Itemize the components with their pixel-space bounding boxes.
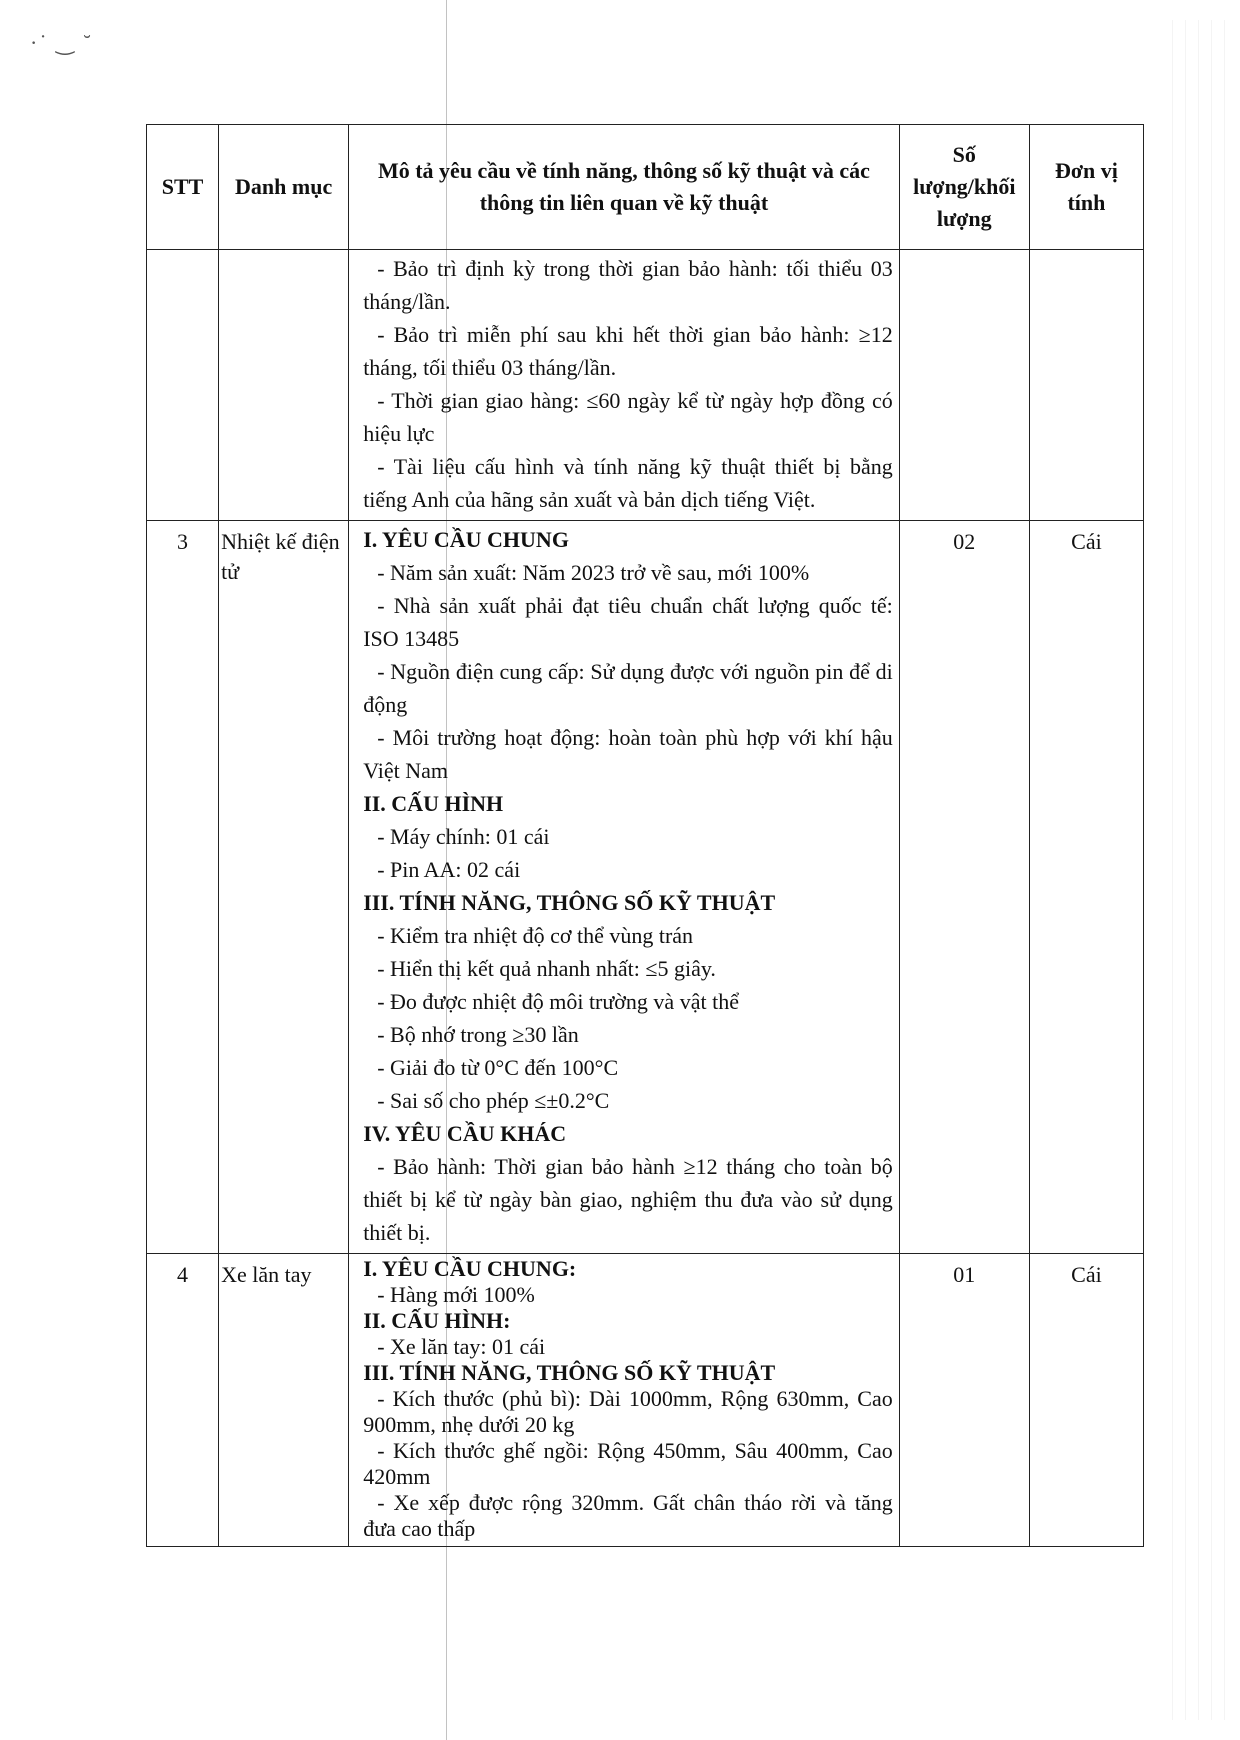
scan-edge-noise bbox=[1160, 20, 1230, 1720]
desc-line: - Bảo trì miễn phí sau khi hết thời gian bảo hành: ≥12 tháng, tối thiểu 03 tháng/lần. bbox=[363, 322, 893, 380]
section-heading: II. CẤU HÌNH: bbox=[363, 1308, 511, 1333]
scan-smudge: ·˙ ‿ ˘ bbox=[30, 30, 93, 55]
header-category: Danh mục bbox=[219, 125, 349, 250]
section-heading: I. YÊU CẦU CHUNG bbox=[363, 527, 569, 552]
desc-line: - Nhà sản xuất phải đạt tiêu chuẩn chất lượng quốc tế: ISO 13485 bbox=[363, 593, 893, 651]
desc-line: - Môi trường hoạt động: hoàn toàn phù hợp với khí hậu Việt Nam bbox=[363, 725, 893, 783]
header-stt: STT bbox=[147, 125, 219, 250]
section-heading: II. CẤU HÌNH bbox=[363, 791, 504, 816]
cell-quantity: 02 bbox=[899, 521, 1029, 1254]
cell-category: Xe lăn tay bbox=[219, 1254, 349, 1547]
desc-line: - Tài liệu cấu hình và tính năng kỹ thuật thiết bị bằng tiếng Anh của hãng sản xuất và bản dịch tiếng Việt. bbox=[363, 454, 893, 512]
desc-line: - Thời gian giao hàng: ≤60 ngày kể từ ngày hợp đồng có hiệu lực bbox=[363, 388, 893, 446]
cell-category bbox=[219, 250, 349, 521]
cell-stt: 4 bbox=[147, 1254, 219, 1547]
cell-unit: Cái bbox=[1029, 1254, 1143, 1547]
section-heading: III. TÍNH NĂNG, THÔNG SỐ KỸ THUẬT bbox=[363, 1360, 776, 1385]
desc-line: - Sai số cho phép ≤±0.2°C bbox=[377, 1088, 610, 1113]
section-heading: IV. YÊU CẦU KHÁC bbox=[363, 1121, 567, 1146]
cell-quantity bbox=[899, 250, 1029, 521]
desc-line: - Nguồn điện cung cấp: Sử dụng được với nguồn pin để di động bbox=[363, 659, 893, 717]
desc-line: - Pin AA: 02 cái bbox=[377, 857, 521, 882]
table-row-item-3 bbox=[147, 521, 1144, 1254]
desc-line: - Xe xếp được rộng 320mm. Gất chân tháo rời và tăng đưa cao thấp bbox=[363, 1490, 893, 1541]
cell-description bbox=[349, 1254, 900, 1547]
desc-line: - Kích thước ghế ngồi: Rộng 450mm, Sâu 400mm, Cao 420mm bbox=[363, 1438, 893, 1489]
desc-line: - Xe lăn tay: 01 cái bbox=[377, 1334, 546, 1359]
desc-line: - Bảo hành: Thời gian bảo hành ≥12 tháng cho toàn bộ thiết bị kể từ ngày bàn giao, nghiệm thu đưa vào sử dụng thiết bị. bbox=[363, 1154, 893, 1245]
cell-unit bbox=[1029, 250, 1143, 521]
desc-line: - Kích thước (phủ bì): Dài 1000mm, Rộng 630mm, Cao 900mm, nhẹ dưới 20 kg bbox=[363, 1386, 893, 1437]
desc-line: - Bộ nhớ trong ≥30 lần bbox=[377, 1022, 579, 1047]
desc-line: - Kiểm tra nhiệt độ cơ thể vùng trán bbox=[377, 923, 694, 948]
table-row-item-4 bbox=[147, 1254, 1144, 1547]
desc-line: - Đo được nhiệt độ môi trường và vật thể bbox=[377, 989, 739, 1014]
desc-line: - Hiển thị kết quả nhanh nhất: ≤5 giây. bbox=[377, 956, 716, 981]
cell-unit: Cái bbox=[1029, 521, 1143, 1254]
desc-line: - Máy chính: 01 cái bbox=[377, 824, 550, 849]
cell-stt bbox=[147, 250, 219, 521]
desc-line: - Năm sản xuất: Năm 2023 trở về sau, mới 100% bbox=[377, 560, 810, 585]
section-heading: III. TÍNH NĂNG, THÔNG SỐ KỸ THUẬT bbox=[363, 890, 776, 915]
desc-line: - Bảo trì định kỳ trong thời gian bảo hành: tối thiểu 03 tháng/lần. bbox=[363, 256, 893, 314]
table-header-row bbox=[147, 125, 1144, 250]
cell-quantity: 01 bbox=[899, 1254, 1029, 1547]
header-description: Mô tả yêu cầu về tính năng, thông số kỹ thuật và các thông tin liên quan về kỹ thuật bbox=[349, 125, 900, 250]
cell-stt: 3 bbox=[147, 521, 219, 1254]
header-quantity: Số lượng/khối lượng bbox=[899, 125, 1029, 250]
desc-line: - Giải đo từ 0°C đến 100°C bbox=[377, 1055, 619, 1080]
cell-description bbox=[349, 250, 900, 521]
cell-category: Nhiệt kế điện tử bbox=[219, 521, 349, 1254]
header-unit: Đơn vị tính bbox=[1029, 125, 1143, 250]
specification-table bbox=[146, 124, 1144, 1547]
section-heading: I. YÊU CẦU CHUNG: bbox=[363, 1256, 577, 1281]
table-row-continuation bbox=[147, 250, 1144, 521]
cell-description bbox=[349, 521, 900, 1254]
desc-line: - Hàng mới 100% bbox=[377, 1282, 535, 1307]
